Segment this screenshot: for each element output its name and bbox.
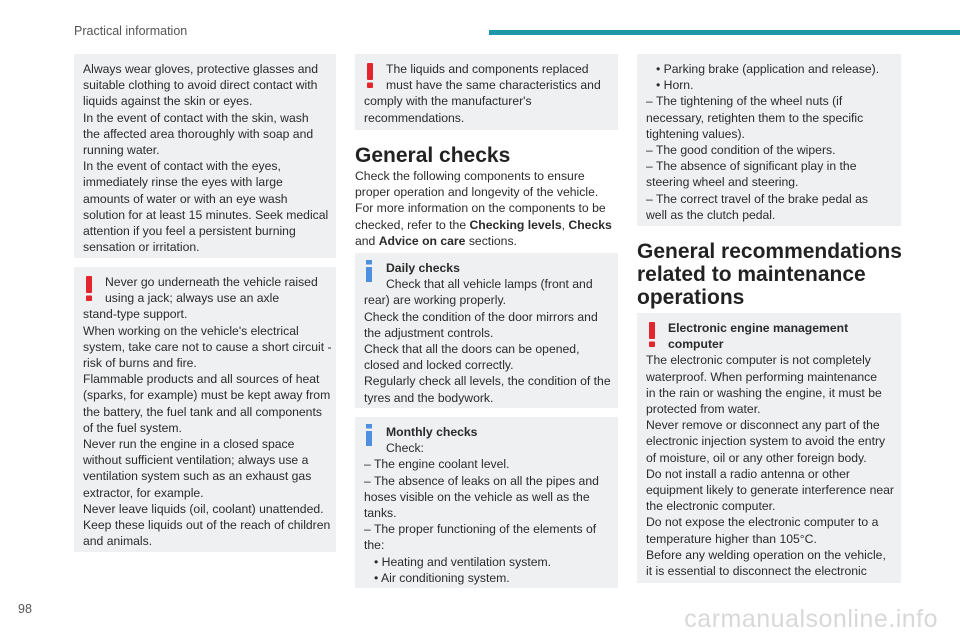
general-checks-intro: Check the following components to ensure proper operation and longevity of the vehicle. For more information on the components to be checked, refer to the Checking levels, Checks and Advice on care sections. <box>355 168 620 249</box>
text-line: stand-type support. <box>83 307 188 322</box>
text-line: closed and locked correctly. <box>364 358 514 373</box>
text-line: necessary, retighten them to the specific <box>646 110 864 125</box>
watermark: carmanualsonline.info <box>684 605 938 633</box>
text-line: of moisture, oil or any other foreign body. <box>646 450 867 465</box>
text-line: Flammable products and all sources of heat <box>83 372 320 387</box>
text-line: recommendations. <box>364 110 465 125</box>
text-line: without sufficient ventilation; always use a <box>83 453 309 468</box>
link-checking-levels: Checking levels <box>469 217 562 232</box>
monthly-checks-text <box>364 456 609 553</box>
text-line: tyres and the bodywork. <box>364 390 494 405</box>
text-line: amounts of water or with an eye wash <box>83 191 288 206</box>
text-line: rear) are working properly. <box>364 293 507 308</box>
daily-checks-text <box>364 292 609 405</box>
text-line: Keep these liquids out of the reach of children <box>83 518 331 533</box>
components-warning-intro <box>364 61 609 93</box>
text-line: risk of burns and fire. <box>83 356 197 371</box>
info-icon <box>365 260 373 282</box>
text-line: suitable clothing to avoid direct contact with <box>83 78 318 93</box>
text-line: equipment likely to generate interference near <box>646 483 894 498</box>
text-line: In the event of contact with the skin, wash <box>83 110 309 125</box>
page-number: 98 <box>18 602 32 616</box>
text-line: immediately rinse the eyes with large <box>83 175 283 190</box>
text-line: Never remove or disconnect any part of the <box>646 418 880 433</box>
info-icon <box>365 424 373 446</box>
text-line: Never leave liquids (oil, coolant) unattended. <box>83 501 324 516</box>
daily-checks-first-line: Check that all vehicle lamps (front and <box>386 277 593 292</box>
text-line: – The engine coolant level. <box>364 457 510 472</box>
text-line: attention if you feel a persistent burning <box>83 224 296 239</box>
continued-bullets <box>646 61 892 93</box>
heading-line: operations <box>637 286 745 309</box>
components-warning-text <box>364 93 609 125</box>
text-line: The electronic computer is not completely <box>646 353 871 368</box>
text-line: – The correct travel of the brake pedal as <box>646 191 868 206</box>
text-line: ventilation system such as an exhaust gas <box>83 469 312 484</box>
text-line: Check that all the doors can be opened, <box>364 342 580 357</box>
text-line: waterproof. When performing maintenance <box>646 369 878 384</box>
maintenance-heading <box>637 240 902 309</box>
bullet-item: • Horn. <box>656 78 694 93</box>
text-line: Electronic engine management <box>668 321 849 335</box>
text-line: in the rain or washing the engine, it must be <box>646 385 882 400</box>
text-line: hoses visible on the vehicle as well as the <box>364 489 590 504</box>
text-line: the affected area thoroughly with soap and <box>83 126 314 141</box>
header-accent-bar <box>489 30 960 35</box>
text-line: the battery, the fuel tank and all components <box>83 404 322 419</box>
components-warning-box <box>355 54 618 130</box>
daily-checks-title: Daily checks <box>386 261 460 275</box>
text-line: the electronic computer. <box>646 499 776 514</box>
heading-line: related to maintenance <box>637 263 866 286</box>
heading-line: General recommendations <box>637 240 902 263</box>
safety-gloves-text <box>83 61 327 255</box>
text-line: (sparks, for example) must be kept away from <box>83 388 331 403</box>
text-line: Before any welding operation on the vehicle, <box>646 547 886 562</box>
text-line: In the event of contact with the eyes, <box>83 159 281 174</box>
underbody-warning-text <box>83 306 332 549</box>
text-line: sensation or irritation. <box>83 240 200 255</box>
text-line: – The proper functioning of the elements of <box>364 522 597 537</box>
text-line: The liquids and components replaced <box>386 62 589 76</box>
underbody-warning-intro <box>83 274 327 306</box>
text-line: For more information on the components to be <box>355 201 606 216</box>
text-line: well as the clutch pedal. <box>646 207 776 222</box>
general-checks-heading: General checks <box>355 144 511 167</box>
text-line: tanks. <box>364 506 397 521</box>
text-line: Always wear gloves, protective glasses and <box>83 62 319 76</box>
text-line: solution for at least 15 minutes. Seek medical <box>83 207 329 222</box>
text-line: – The absence of significant play in the <box>646 159 857 174</box>
text-line: steering wheel and steering. <box>646 175 799 190</box>
text-line: liquids against the skin or eyes. <box>83 94 253 109</box>
text-line: Check the following components to ensure <box>355 169 585 183</box>
text-line: extractor, for example. <box>83 485 204 500</box>
text-line: Check the condition of the door mirrors and <box>364 309 598 324</box>
safety-gloves-box <box>74 54 336 258</box>
text-line: the: <box>364 538 385 553</box>
text-line: protected from water. <box>646 402 761 417</box>
text-line: When working on the vehicle's electrical <box>83 323 299 338</box>
text-line: computer <box>668 337 724 352</box>
text-line: Do not expose the electronic computer to a <box>646 515 879 530</box>
text-line: running water. <box>83 143 160 158</box>
text-line: Regularly check all levels, the condition of the <box>364 374 611 389</box>
text-line: Do not install a radio antenna or other <box>646 466 850 481</box>
text-line: must have the same characteristics and <box>386 78 601 93</box>
bullet-item: • Heating and ventilation system. <box>374 554 552 569</box>
bullet-item: • Parking brake (application and release). <box>656 62 880 76</box>
monthly-checks-continued-box <box>637 54 901 226</box>
section-title: Practical information <box>74 24 188 38</box>
text-line: Never run the engine in a closed space <box>83 437 295 452</box>
link-advice-on-care: Advice on care <box>378 233 466 248</box>
text-line: Never go underneath the vehicle raised <box>105 275 318 289</box>
text-line: the adjustment controls. <box>364 325 494 340</box>
ecu-warning-text <box>646 352 892 579</box>
text-line: – The tightening of the wheel nuts (if <box>646 94 843 109</box>
text-line: and animals. <box>83 534 153 549</box>
text-line: – The good condition of the wipers. <box>646 143 836 158</box>
text-line: comply with the manufacturer's <box>364 94 532 109</box>
underbody-warning-box <box>74 267 336 552</box>
bullet-item: • Air conditioning system. <box>374 570 510 585</box>
monthly-checks-box <box>355 417 618 588</box>
monthly-checks-first-line: Check: <box>386 441 424 456</box>
text-line: of the fuel system. <box>83 420 182 435</box>
daily-checks-box <box>355 253 618 408</box>
text-line: it is essential to disconnect the electronic <box>646 564 867 579</box>
text-line: proper operation and longevity of the vehicle. <box>355 185 599 200</box>
link-checks: Checks <box>568 217 612 232</box>
monthly-checks-bullets <box>364 554 609 586</box>
text-line: temperature higher than 105°C. <box>646 531 817 546</box>
text-line: – The absence of leaks on all the pipes and <box>364 473 599 488</box>
text-line: using a jack; always use an axle <box>105 291 280 306</box>
ecu-warning-title <box>646 320 892 352</box>
text-line: system, take care not to cause a short circuit - <box>83 339 332 354</box>
text-line: electronic injection system to avoid the entry <box>646 434 886 449</box>
continued-text <box>646 93 892 223</box>
warning-icon <box>84 276 94 301</box>
warning-icon <box>365 63 375 88</box>
monthly-checks-title: Monthly checks <box>386 425 478 439</box>
warning-icon <box>647 322 657 347</box>
ecu-warning-box <box>637 313 901 583</box>
text-line: tightening values). <box>646 126 745 141</box>
